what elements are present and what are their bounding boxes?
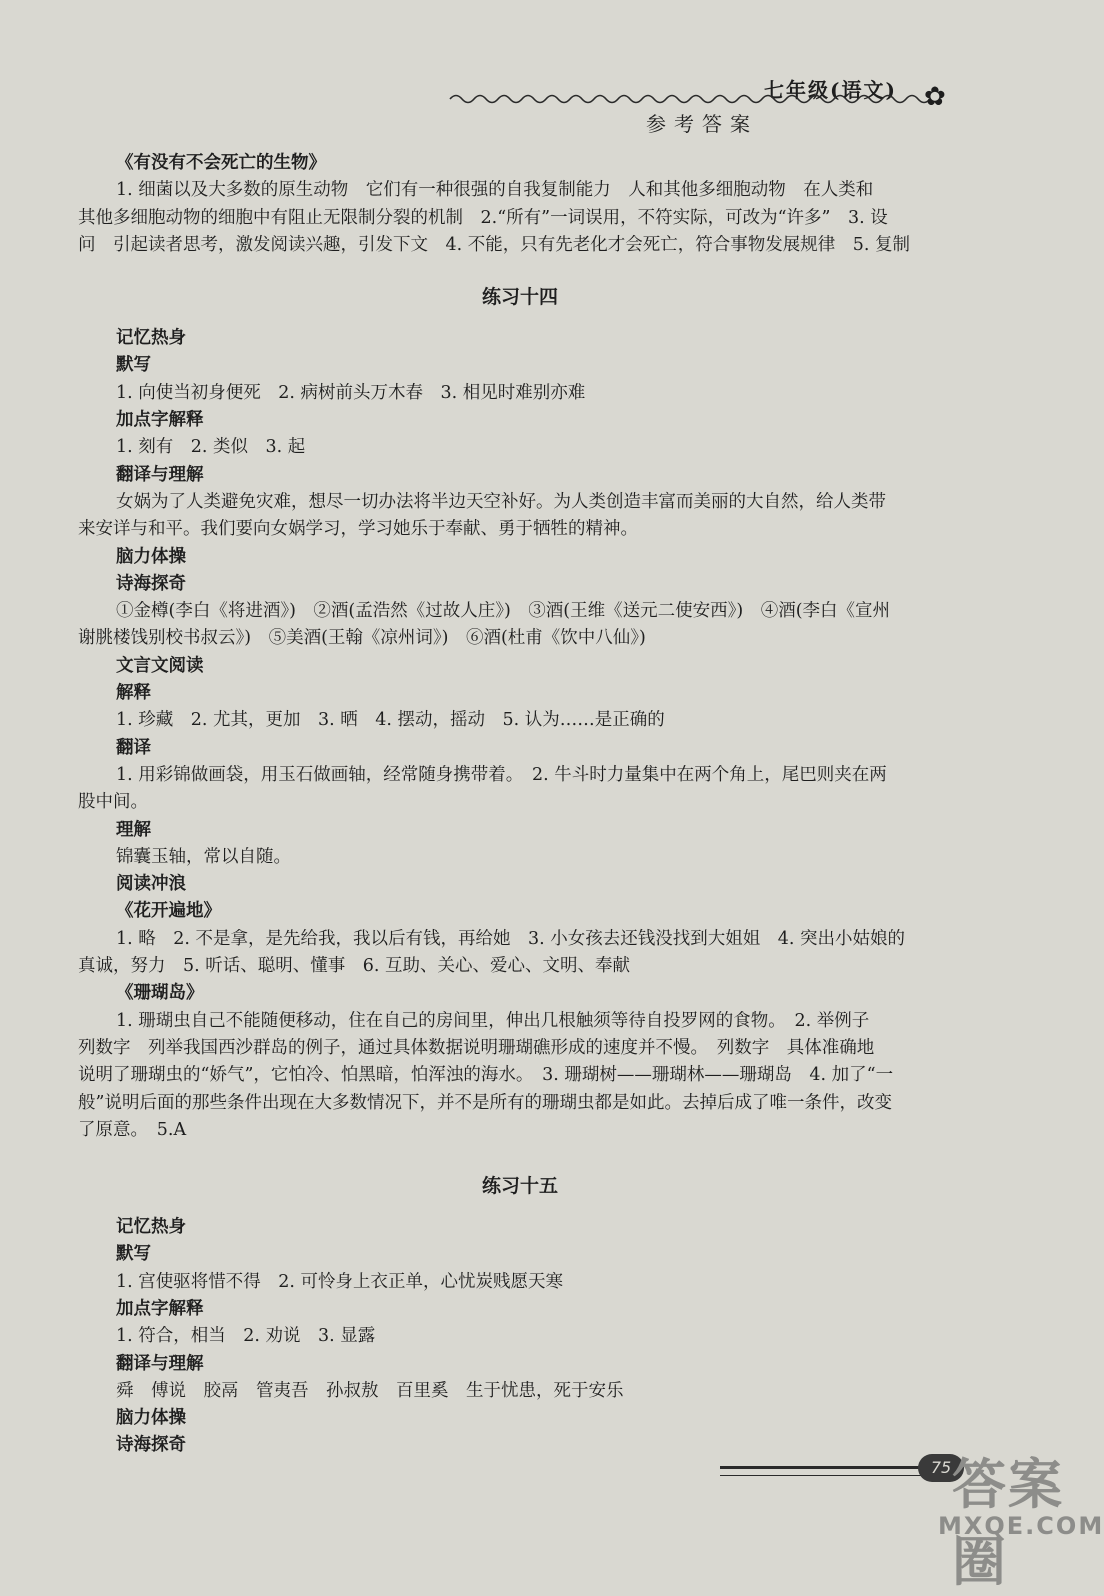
subheading: 记忆热身 xyxy=(116,328,186,349)
answer-content xyxy=(78,150,962,1460)
subheading: 脑力体操 xyxy=(116,546,186,567)
subheading: 默写 xyxy=(116,1244,151,1265)
answer-line: 1. 符合，相当 2. 劝说 3. 显露 xyxy=(116,1326,376,1347)
subheading: 默写 xyxy=(116,355,151,376)
subheading: 文言文阅读 xyxy=(116,655,204,676)
answer-line: 1. 用彩锦做画袋，用玉石做画轴，经常随身携带着。 2. 牛斗时力量集中在两个角上，尾巴则夹在两 xyxy=(116,764,887,785)
subheading: 诗海探奇 xyxy=(116,573,186,594)
answer-line: 1. 向使当初身便死 2. 病树前头万木春 3. 相见时难别亦难 xyxy=(116,382,586,403)
answer-line: 股中间。 xyxy=(78,792,148,813)
article-title: 《有没有不会死亡的生物》 xyxy=(116,153,326,173)
answer-line: 问 引起读者思考，激发阅读兴趣，引发下文 4. 不能，只有先老化才会死亡，符合事物发展规律 5. 复制 xyxy=(78,234,911,255)
answer-line: 说明了珊瑚虫的“娇气”，它怕冷、怕黑暗，怕浑浊的海水。 3. 珊瑚树——珊瑚林——珊瑚岛 4. 加了“一 xyxy=(78,1065,894,1086)
answer-line: 谢朓楼饯别校书叔云》) ⑤美酒(王翰《凉州词》) ⑥酒(杜甫《饮中八仙》) xyxy=(78,628,646,649)
answer-line: 女娲为了人类避免灾难，想尽一切办法将半边天空补好。为人类创造丰富而美丽的大自然，给人类带 xyxy=(116,491,886,512)
header-title: 参考答案 xyxy=(646,112,758,136)
answer-line: 1. 宫使驱将惜不得 2. 可怜身上衣正单，心忧炭贱愿天寒 xyxy=(116,1271,564,1292)
subheading: 诗海探奇 xyxy=(116,1435,186,1456)
answer-line: ①金樽(李白《将进酒》) ②酒(孟浩然《过故人庄》) ③酒(王维《送元二使安西》) ④酒(李白《宣州 xyxy=(116,601,891,622)
flower-icon: ✿ xyxy=(924,82,946,112)
subheading: 加点字解释 xyxy=(116,410,204,431)
answer-line: 1. 珊瑚虫自己不能随便移动，住在自己的房间里，伸出几根触须等待自投罗网的食物。 2. 举例子 xyxy=(116,1010,870,1031)
answer-line: 般”说明后面的那些条件出现在大多数情况下，并不是所有的珊瑚虫都是如此。去掉后成了唯一条件，改变 xyxy=(78,1092,892,1113)
article-title: 《花开遍地》 xyxy=(116,901,221,922)
answer-line: 列数字 列举我国西沙群岛的例子，通过具体数据说明珊瑚礁形成的速度并不慢。 列数字 具体准确地 xyxy=(78,1037,875,1058)
section-title-15: 练习十五 xyxy=(481,1175,558,1198)
header-ornament xyxy=(450,92,930,106)
subheading: 理解 xyxy=(116,819,151,840)
subheading: 加点字解释 xyxy=(116,1298,204,1319)
subheading: 翻译与理解 xyxy=(116,1353,204,1374)
page-number: 75 xyxy=(918,1454,964,1482)
subheading: 脑力体操 xyxy=(116,1408,186,1429)
answer-line: 锦囊玉轴，常以自随。 xyxy=(116,846,291,867)
answer-line: 了原意。 5.A xyxy=(78,1119,187,1140)
section-title-14: 练习十四 xyxy=(481,286,558,309)
answer-line: 1. 珍藏 2. 尤其，更加 3. 晒 4. 摆动，摇动 5. 认为……是正确的 xyxy=(116,710,665,731)
watermark-url: MXQE.COM xyxy=(938,1512,1104,1540)
answer-line: 1. 略 2. 不是拿，是先给我，我以后有钱，再给她 3. 小女孩去还钱没找到大姐姐 4. 突出小姑娘的 xyxy=(116,928,906,949)
subheading: 解释 xyxy=(116,683,151,704)
subheading: 阅读冲浪 xyxy=(116,874,186,895)
answer-line: 1. 细菌以及大多数的原生动物 它们有一种很强的自我复制能力 人和其他多细胞动物 在人类和 xyxy=(116,180,874,201)
subheading: 翻译 xyxy=(116,737,151,758)
answer-line: 其他多细胞动物的细胞中有阻止无限制分裂的机制 2.“所有”一词误用，不符实际，可改为“许多” 3. 设 xyxy=(78,207,888,228)
subheading: 翻译与理解 xyxy=(116,464,204,485)
header-grade-subject: 七年级(语文) xyxy=(764,78,897,102)
footer-rule xyxy=(720,1466,930,1476)
answer-line: 来安详与和平。我们要向女娲学习，学习她乐于奉献、勇于牺牲的精神。 xyxy=(78,519,638,540)
article-title: 《珊瑚岛》 xyxy=(116,983,204,1004)
answer-line: 舜 傅说 胶鬲 管夷吾 孙叔敖 百里奚 生于忧患，死于安乐 xyxy=(116,1380,624,1401)
watermark-logo: 答案圈 xyxy=(952,1453,1064,1593)
subheading: 记忆热身 xyxy=(116,1217,186,1238)
answer-line: 1. 刻有 2. 类似 3. 起 xyxy=(116,437,306,458)
answer-line: 真诚，努力 5. 听话、聪明、懂事 6. 互助、关心、爱心、文明、奉献 xyxy=(78,956,631,977)
